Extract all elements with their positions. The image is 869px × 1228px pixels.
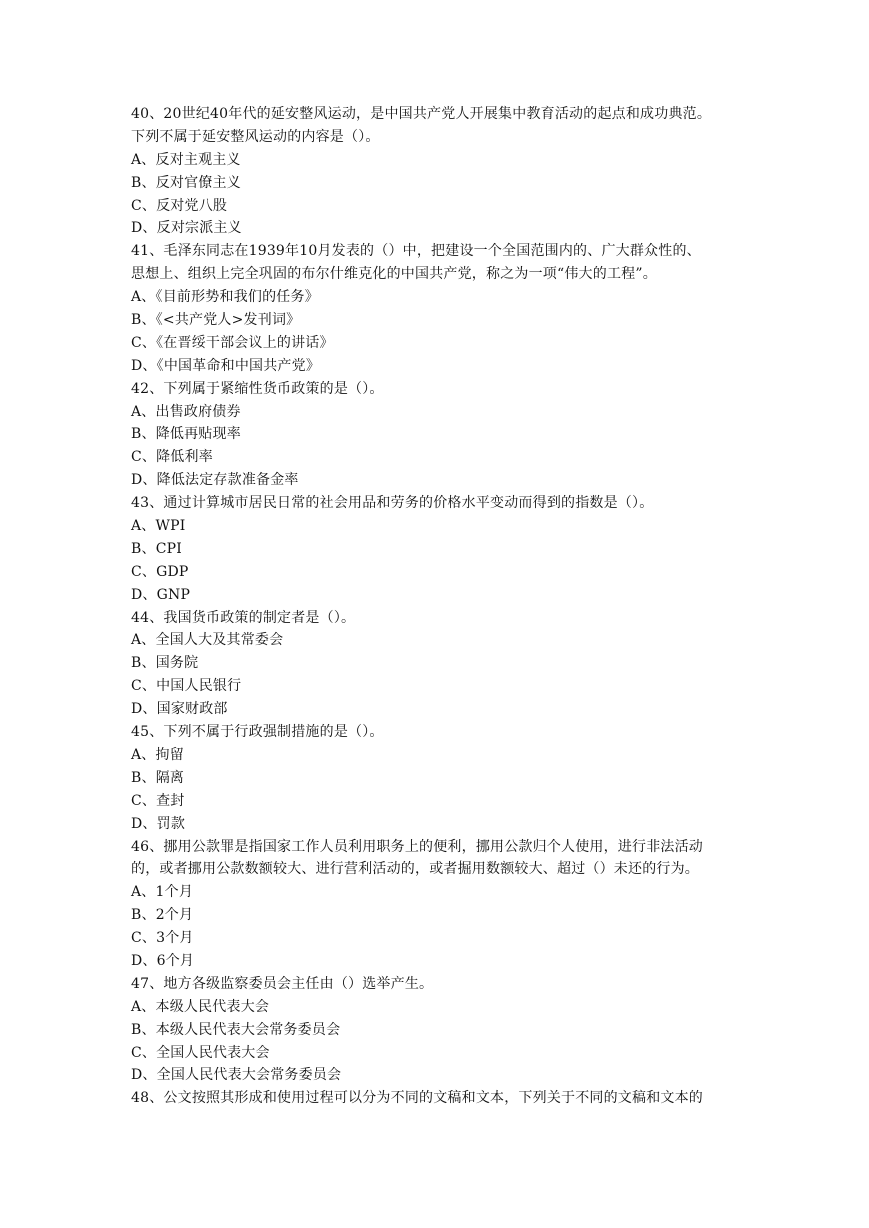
q42-option-d: D、降低法定存款准备金率: [131, 472, 299, 489]
q42-option-a: A、出售政府债券: [131, 403, 241, 420]
q46-option-b: B、2个月: [131, 907, 194, 924]
q46-option-c: C、3个月: [131, 930, 194, 947]
q41-line-1: 41、毛泽东同志在1939年10月发表的（）中，把建设一个全国范围内的、广大群众性的、: [131, 243, 701, 260]
q44-option-b: B、国务院: [131, 655, 199, 672]
q40-line-1: 40、20世纪40年代的延安整风运动，是中国共产党人开展集中教育活动的起点和成功典范。: [131, 106, 712, 122]
q41-line-2: 思想上、组织上完全巩固的布尔什维克化的中国共产党，称之为一项“伟大的工程”。: [131, 266, 657, 283]
q42-option-b: B、降低再贴现率: [131, 426, 241, 443]
q47-option-c: C、全国人民代表大会: [131, 1044, 270, 1061]
q41-option-c: C、《在晋绥干部会议上的讲话》: [131, 334, 334, 351]
q46-option-d: D、6个月: [131, 952, 195, 969]
q41-option-d: D、《中国革命和中国共产党》: [131, 357, 321, 374]
q46-option-a: A、1个月: [131, 884, 194, 901]
q43-option-b: B、CPI: [131, 540, 182, 557]
q47-option-d: D、全国人民代表大会常务委员会: [131, 1067, 342, 1084]
document-page: [131, 103, 743, 1110]
q42-line-1: 42、下列属于紧缩性货币政策的是（）。: [131, 380, 384, 397]
q44-option-a: A、全国人大及其常委会: [131, 632, 284, 649]
q46-line-1: 46、挪用公款罪是指国家工作人员利用职务上的便利，挪用公款归个人使用，进行非法活动: [131, 838, 704, 855]
q45-line-1: 45、下列不属于行政强制措施的是（）。: [131, 724, 384, 741]
q47-option-a: A、本级人民代表大会: [131, 998, 270, 1015]
q40-option-d: D、反对宗派主义: [131, 220, 242, 237]
q40-option-a: A、反对主观主义: [131, 151, 241, 168]
q44-option-d: D、国家财政部: [131, 701, 228, 718]
q46-line-2: 的，或者挪用公款数额较大、进行营利活动的，或者掘用数额较大、超过（）未还的行为。: [131, 861, 699, 878]
q43-option-c: C、GDP: [131, 563, 189, 580]
q45-option-b: B、隔离: [131, 769, 185, 786]
q43-line-1: 43、通过计算城市居民日常的社会用品和劳务的价格水平变动而得到的指数是（）。: [131, 495, 654, 512]
q40-option-c: C、反对党八股: [131, 197, 228, 214]
q45-option-d: D、罚款: [131, 815, 186, 832]
q43-option-a: A、WPI: [131, 518, 186, 535]
q45-option-a: A、拘留: [131, 746, 184, 763]
q40-option-b: B、反对官僚主义: [131, 174, 241, 191]
q41-option-a: A、《目前形势和我们的任务》: [131, 289, 319, 306]
q48-line-1: 48、公文按照其形成和使用过程可以分为不同的文稿和文本，下列关于不同的文稿和文本的: [131, 1090, 704, 1107]
q47-option-b: B、本级人民代表大会常务委员会: [131, 1021, 341, 1038]
q47-line-1: 47、地方各级监察委员会主任由（）选举产生。: [131, 975, 434, 992]
q44-option-c: C、中国人民银行: [131, 678, 242, 695]
q41-option-b: B、《<共产党人>发刊词》: [131, 312, 301, 329]
q40-line-2: 下列不属于延安整风运动的内容是（）。: [131, 128, 380, 145]
q44-line-1: 44、我国货币政策的制定者是（）。: [131, 609, 356, 626]
q45-option-c: C、查封: [131, 792, 185, 809]
q42-option-c: C、降低利率: [131, 449, 213, 466]
q43-option-d: D、GNP: [131, 586, 191, 603]
